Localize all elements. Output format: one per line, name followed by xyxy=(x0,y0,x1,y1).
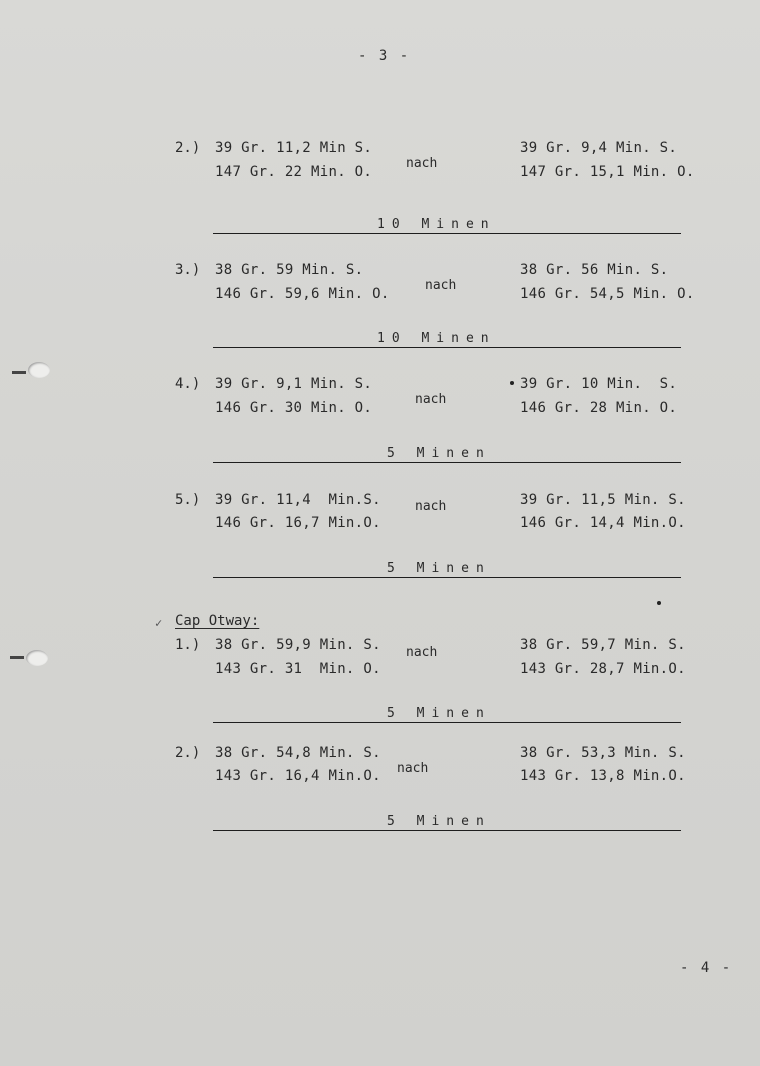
from-latitude: 38 Gr. 59,9 Min. S. xyxy=(215,637,381,653)
separator-rule xyxy=(213,830,681,831)
entry-number: 2.) xyxy=(175,140,201,156)
from-longitude: 147 Gr. 22 Min. O. xyxy=(215,164,373,180)
from-latitude: 38 Gr. 59 Min. S. xyxy=(215,262,364,278)
entry-number: 5.) xyxy=(175,492,201,508)
entry-number: 1.) xyxy=(175,637,201,653)
from-longitude: 146 Gr. 16,7 Min.O. xyxy=(215,515,381,531)
section-title: Cap Otway: xyxy=(175,613,260,629)
to-latitude: 38 Gr. 59,7 Min. S. xyxy=(520,637,686,653)
from-latitude: 39 Gr. 11,4 Min.S. xyxy=(215,492,381,508)
separator-rule xyxy=(213,347,681,348)
from-longitude: 143 Gr. 16,4 Min.O. xyxy=(215,768,381,784)
from-latitude: 38 Gr. 54,8 Min. S. xyxy=(215,745,381,761)
punch-hole-upper xyxy=(28,362,50,378)
punch-mark-upper xyxy=(12,371,26,374)
page-number-top: - 3 - xyxy=(358,48,411,64)
from-longitude: 146 Gr. 30 Min. O. xyxy=(215,400,373,416)
from-longitude: 146 Gr. 59,6 Min. O. xyxy=(215,286,390,302)
nach-label: nach xyxy=(415,392,447,407)
mine-count: 10 Minen xyxy=(377,217,496,232)
to-latitude: 38 Gr. 56 Min. S. xyxy=(520,262,669,278)
separator-rule xyxy=(213,462,681,463)
to-longitude: 143 Gr. 13,8 Min.O. xyxy=(520,768,686,784)
to-longitude: 147 Gr. 15,1 Min. O. xyxy=(520,164,695,180)
ink-dot xyxy=(510,381,514,385)
mine-count: 5 Minen xyxy=(387,446,491,461)
from-longitude: 143 Gr. 31 Min. O. xyxy=(215,661,381,677)
to-longitude: 146 Gr. 14,4 Min.O. xyxy=(520,515,686,531)
to-longitude: 146 Gr. 54,5 Min. O. xyxy=(520,286,695,302)
punch-hole-lower xyxy=(26,650,48,666)
mine-count: 5 Minen xyxy=(387,561,491,576)
to-latitude: 38 Gr. 53,3 Min. S. xyxy=(520,745,686,761)
separator-rule xyxy=(213,722,681,723)
separator-rule xyxy=(213,233,681,234)
from-latitude: 39 Gr. 9,1 Min. S. xyxy=(215,376,373,392)
to-latitude: 39 Gr. 9,4 Min. S. xyxy=(520,140,678,156)
nach-label: nach xyxy=(425,278,457,293)
to-longitude: 143 Gr. 28,7 Min.O. xyxy=(520,661,686,677)
nach-label: nach xyxy=(406,156,438,171)
page-number-bottom: - 4 - xyxy=(680,960,733,976)
to-latitude: 39 Gr. 10 Min. S. xyxy=(520,376,678,392)
separator-rule xyxy=(213,577,681,578)
mine-count: 5 Minen xyxy=(387,814,491,829)
entry-number: 4.) xyxy=(175,376,201,392)
mine-count: 5 Minen xyxy=(387,706,491,721)
nach-label: nach xyxy=(406,645,438,660)
check-mark-icon: ✓ xyxy=(155,616,163,630)
nach-label: nach xyxy=(397,761,429,776)
entry-number: 2.) xyxy=(175,745,201,761)
to-longitude: 146 Gr. 28 Min. O. xyxy=(520,400,678,416)
nach-label: nach xyxy=(415,499,447,514)
ink-dot xyxy=(657,601,661,605)
punch-mark-lower xyxy=(10,656,24,659)
from-latitude: 39 Gr. 11,2 Min S. xyxy=(215,140,373,156)
entry-number: 3.) xyxy=(175,262,201,278)
mine-count: 10 Minen xyxy=(377,331,496,346)
to-latitude: 39 Gr. 11,5 Min. S. xyxy=(520,492,686,508)
